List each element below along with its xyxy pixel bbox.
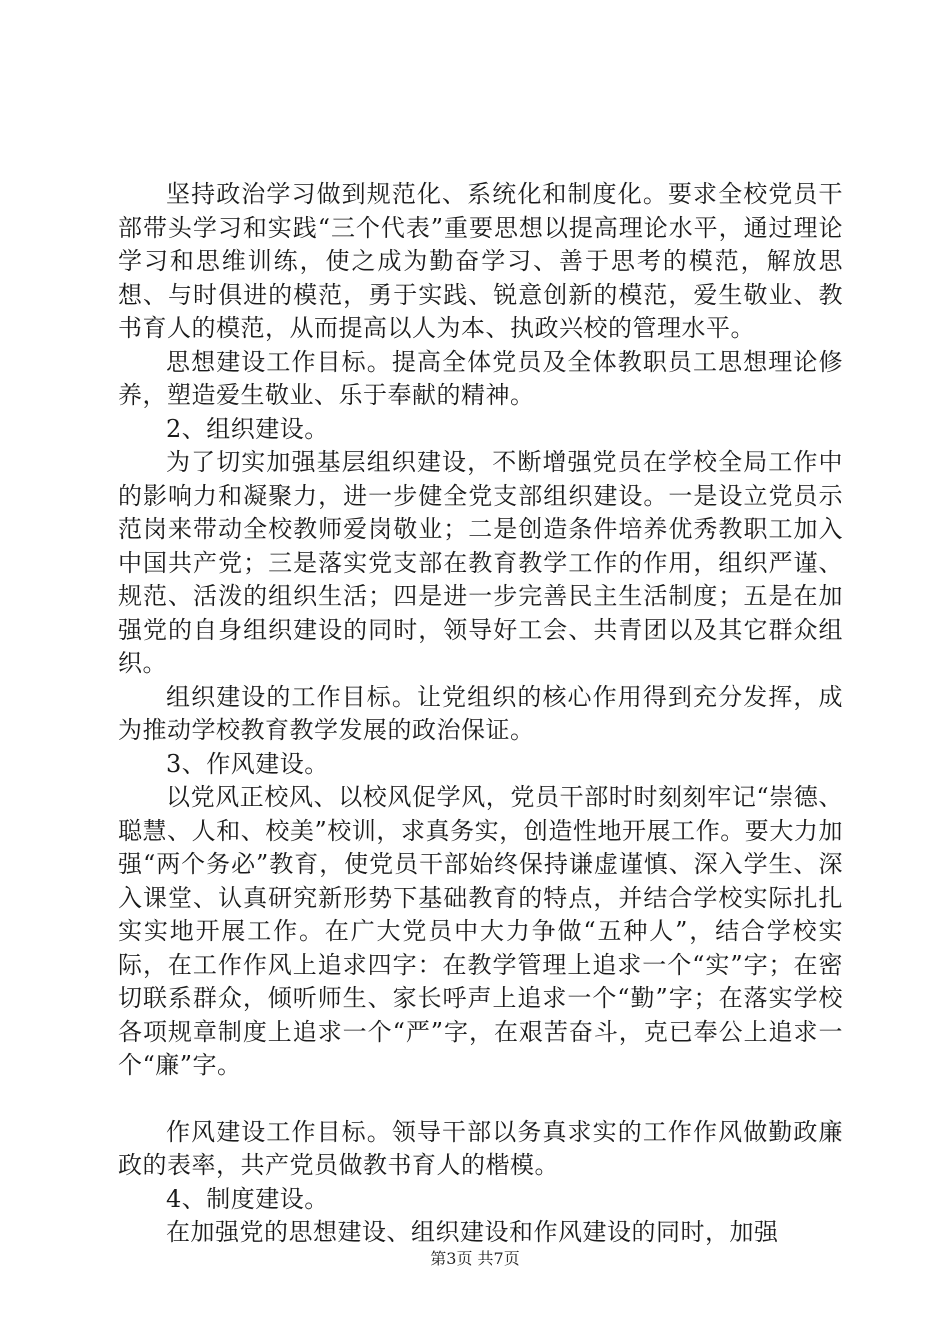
paragraph-style-goal: 作风建设工作目标。领导干部以务真求实的工作作风做勤政廉政的表率，共产党员做教书育人的楷模。 [118, 1117, 843, 1179]
heading-organization-building: 2、组织建设。 [166, 414, 329, 443]
heading-style-building: 3、作风建设。 [166, 749, 329, 778]
heading-system-building: 4、制度建设。 [166, 1184, 329, 1213]
paragraph-organization-goal: 组织建设的工作目标。让党组织的核心作用得到充分发挥，成为推动学校教育教学发展的政治保证。 [118, 682, 843, 744]
paragraph-style-building: 以党风正校风、以校风促学风，党员干部时时刻刻牢记“崇德、聪慧、人和、校美”校训，求真务实，创造性地开展工作。要大力加强“两个务必”教育，使党员干部始终保持谦虚谨慎、深入学生、深入课堂、认真研究新形势下基础教育的特点，并结合学校实际扎扎实实地开展工作。在广大党员中大力争做“五种人”，结合学校实际，在工作作风上追求四字：在教学管理上追求一个“实”字；在密切联系群众，倾听师生、家长呼声上追求一个“勤”字；在落实学校各项规章制度上追求一个“严”字，在艰苦奋斗，克已奉公上追求一个“廉”字。 [118, 783, 843, 1079]
paragraph-thought-goal: 思想建设工作目标。提高全体党员及全体教职员工思想理论修养，塑造爱生敬业、乐于奉献的精神。 [118, 347, 843, 409]
paragraph-political-study: 坚持政治学习做到规范化、系统化和制度化。要求全校党员干部带头学习和实践“三个代表”重要思想以提高理论水平，通过理论学习和思维训练，使之成为勤奋学习、善于思考的模范，解放思想、与时俱进的模范，勇于实践、锐意创新的模范，爱生敬业、教书育人的模范，从而提高以人为本、执政兴校的管理水平。 [118, 180, 843, 342]
paragraph-organization-building: 为了切实加强基层组织建设，不断增强党员在学校全局工作中的影响力和凝聚力，进一步健全党支部组织建设。一是设立党员示范岗来带动全校教师爱岗敬业；二是创造条件培养优秀教职工加入中国共产党；三是落实党支部在教育教学工作的作用，组织严谨、规范、活泼的组织生活；四是进一步完善民主生活制度；五是在加强党的自身组织建设的同时，领导好工会、共青团以及其它群众组织。 [118, 448, 843, 677]
page-number-footer: 第3页 共7页 [430, 1249, 520, 1268]
paragraph-system-building: 在加强党的思想建设、组织建设和作风建设的同时，加强 [166, 1218, 779, 1246]
document-body [118, 178, 843, 1250]
